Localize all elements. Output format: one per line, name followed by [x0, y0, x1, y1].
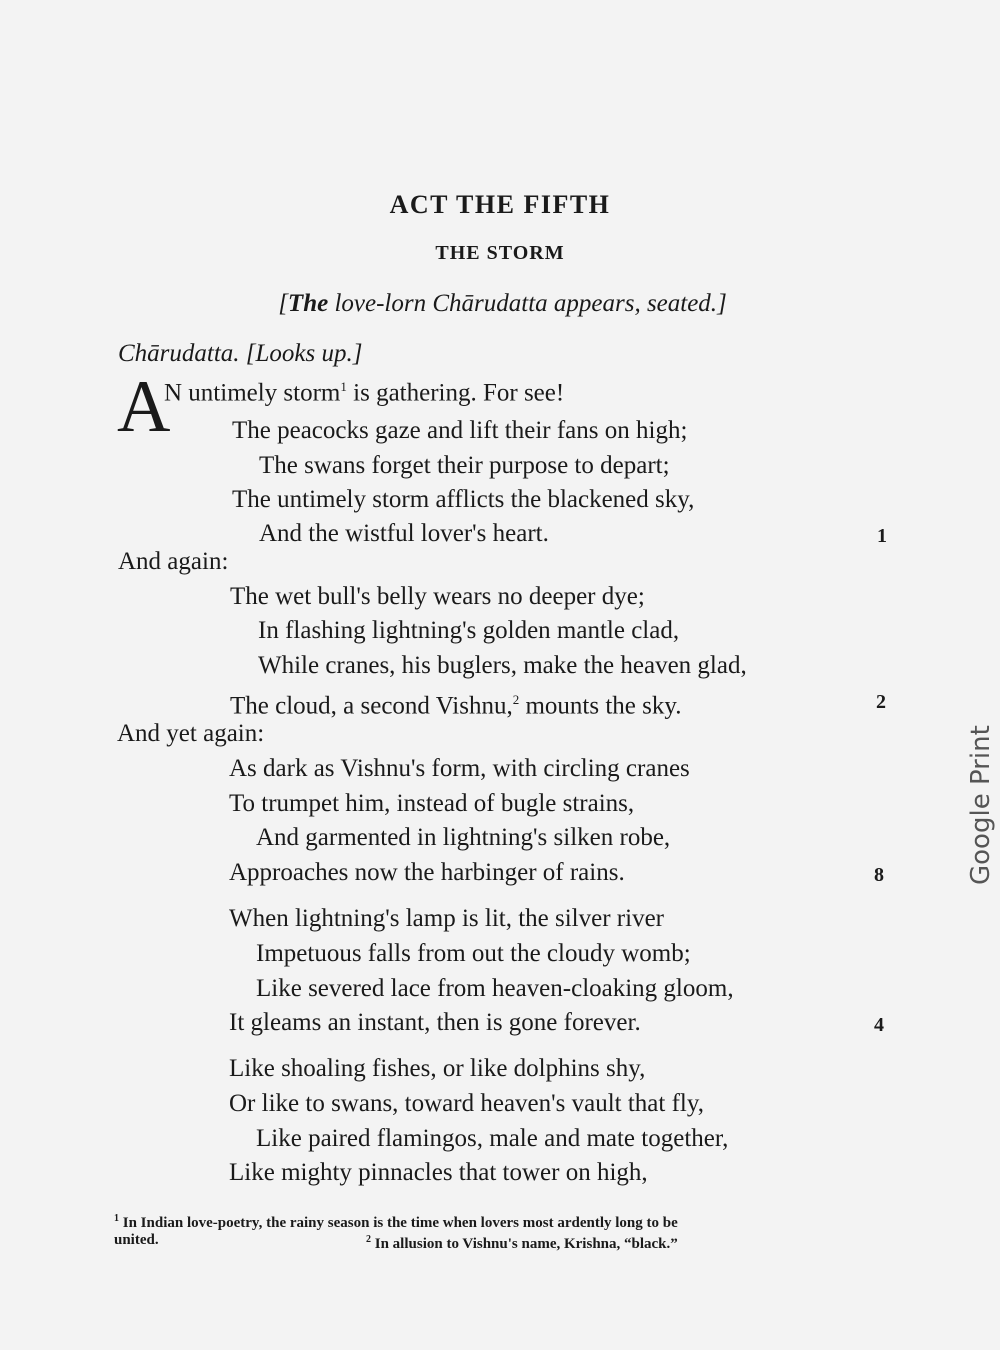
verse-line: Like shoaling fishes, or like dolphins shy, [229, 1055, 646, 1082]
verse-line: The peacocks gaze and lift their fans on high; [232, 417, 688, 444]
footnote-1-mark: 1 [114, 1213, 119, 1224]
footnote-2 [366, 1230, 678, 1254]
footnote-1-text: In Indian love-poetry, the rainy season is the time when lovers most ardently long to be [119, 1215, 678, 1231]
stage-direction [0, 290, 1000, 318]
verse-line-end: mounts the sky. [519, 692, 682, 720]
verse-line: In flashing lightning's golden mantle clad, [258, 617, 680, 644]
verse-number: 4 [874, 1014, 884, 1036]
footnote-1-continued: united. [114, 1232, 159, 1248]
opening-line [164, 372, 564, 408]
verse-number: 8 [874, 864, 884, 886]
verse-line: The wet bull's belly wears no deeper dye; [230, 583, 645, 610]
verse-line: To trumpet him, instead of bugle strains, [229, 790, 635, 817]
footnote-2-text: In allusion to Vishnu's name, Krishna, “black.” [371, 1236, 678, 1252]
scene-subtitle: THE STORM [435, 242, 565, 264]
verse-line: The swans forget their purpose to depart; [259, 452, 670, 479]
stage-emphasis: The [287, 290, 329, 317]
opening-line-end: is gathering. For see! [346, 379, 565, 407]
stage-bracket-close: ] [717, 290, 727, 317]
verse-line: It gleams an instant, then is gone forever. [229, 1009, 641, 1036]
speaker-direction: [Looks up.] [239, 340, 363, 367]
verse-line: Or like to swans, toward heaven's vault that fly, [229, 1090, 704, 1117]
verse-line: Like severed lace from heaven-cloaking gloom, [256, 975, 734, 1002]
verse-line: Like paired flamingos, male and mate together, [256, 1125, 729, 1152]
verse-line: And the wistful lover's heart. [259, 520, 549, 547]
verse-line: Impetuous falls from out the cloudy womb; [256, 940, 691, 967]
drop-cap: A [117, 366, 171, 448]
verse-number: 1 [877, 525, 887, 547]
act-title: ACT THE FIFTH [389, 190, 611, 219]
speaker-name: Chārudatta. [118, 340, 240, 367]
verse-line: And garmented in lightning's silken robe, [256, 824, 671, 851]
verse-line: When lightning's lamp is lit, the silver river [229, 905, 664, 932]
and-yet-again: And yet again: [117, 720, 265, 747]
verse-line [230, 685, 681, 721]
footnote-ref-2: 2 [512, 692, 520, 707]
footnote-2-mark: 2 [366, 1234, 371, 1245]
speaker-line [118, 340, 362, 368]
stage-text: love-lorn Chārudatta appears, seated. [328, 290, 718, 317]
verse-line: Like mighty pinnacles that tower on high, [229, 1159, 648, 1186]
verse-line: As dark as Vishnu's form, with circling cranes [229, 755, 690, 782]
verse-line-start: The cloud, a second Vishnu, [230, 692, 513, 720]
footnote-ref-1: 1 [340, 379, 347, 394]
verse-line: While cranes, his buglers, make the heaven glad, [258, 652, 747, 679]
stage-bracket-open: [ [278, 290, 288, 317]
opening-line-start: N untimely storm [164, 379, 341, 407]
verse-line: Approaches now the harbinger of rains. [229, 859, 625, 886]
verse-line: The untimely storm afflicts the blackened sky, [232, 486, 695, 513]
and-again: And again: [118, 548, 229, 575]
google-print-watermark: Google Print [966, 725, 996, 885]
verse-number: 2 [876, 691, 886, 713]
